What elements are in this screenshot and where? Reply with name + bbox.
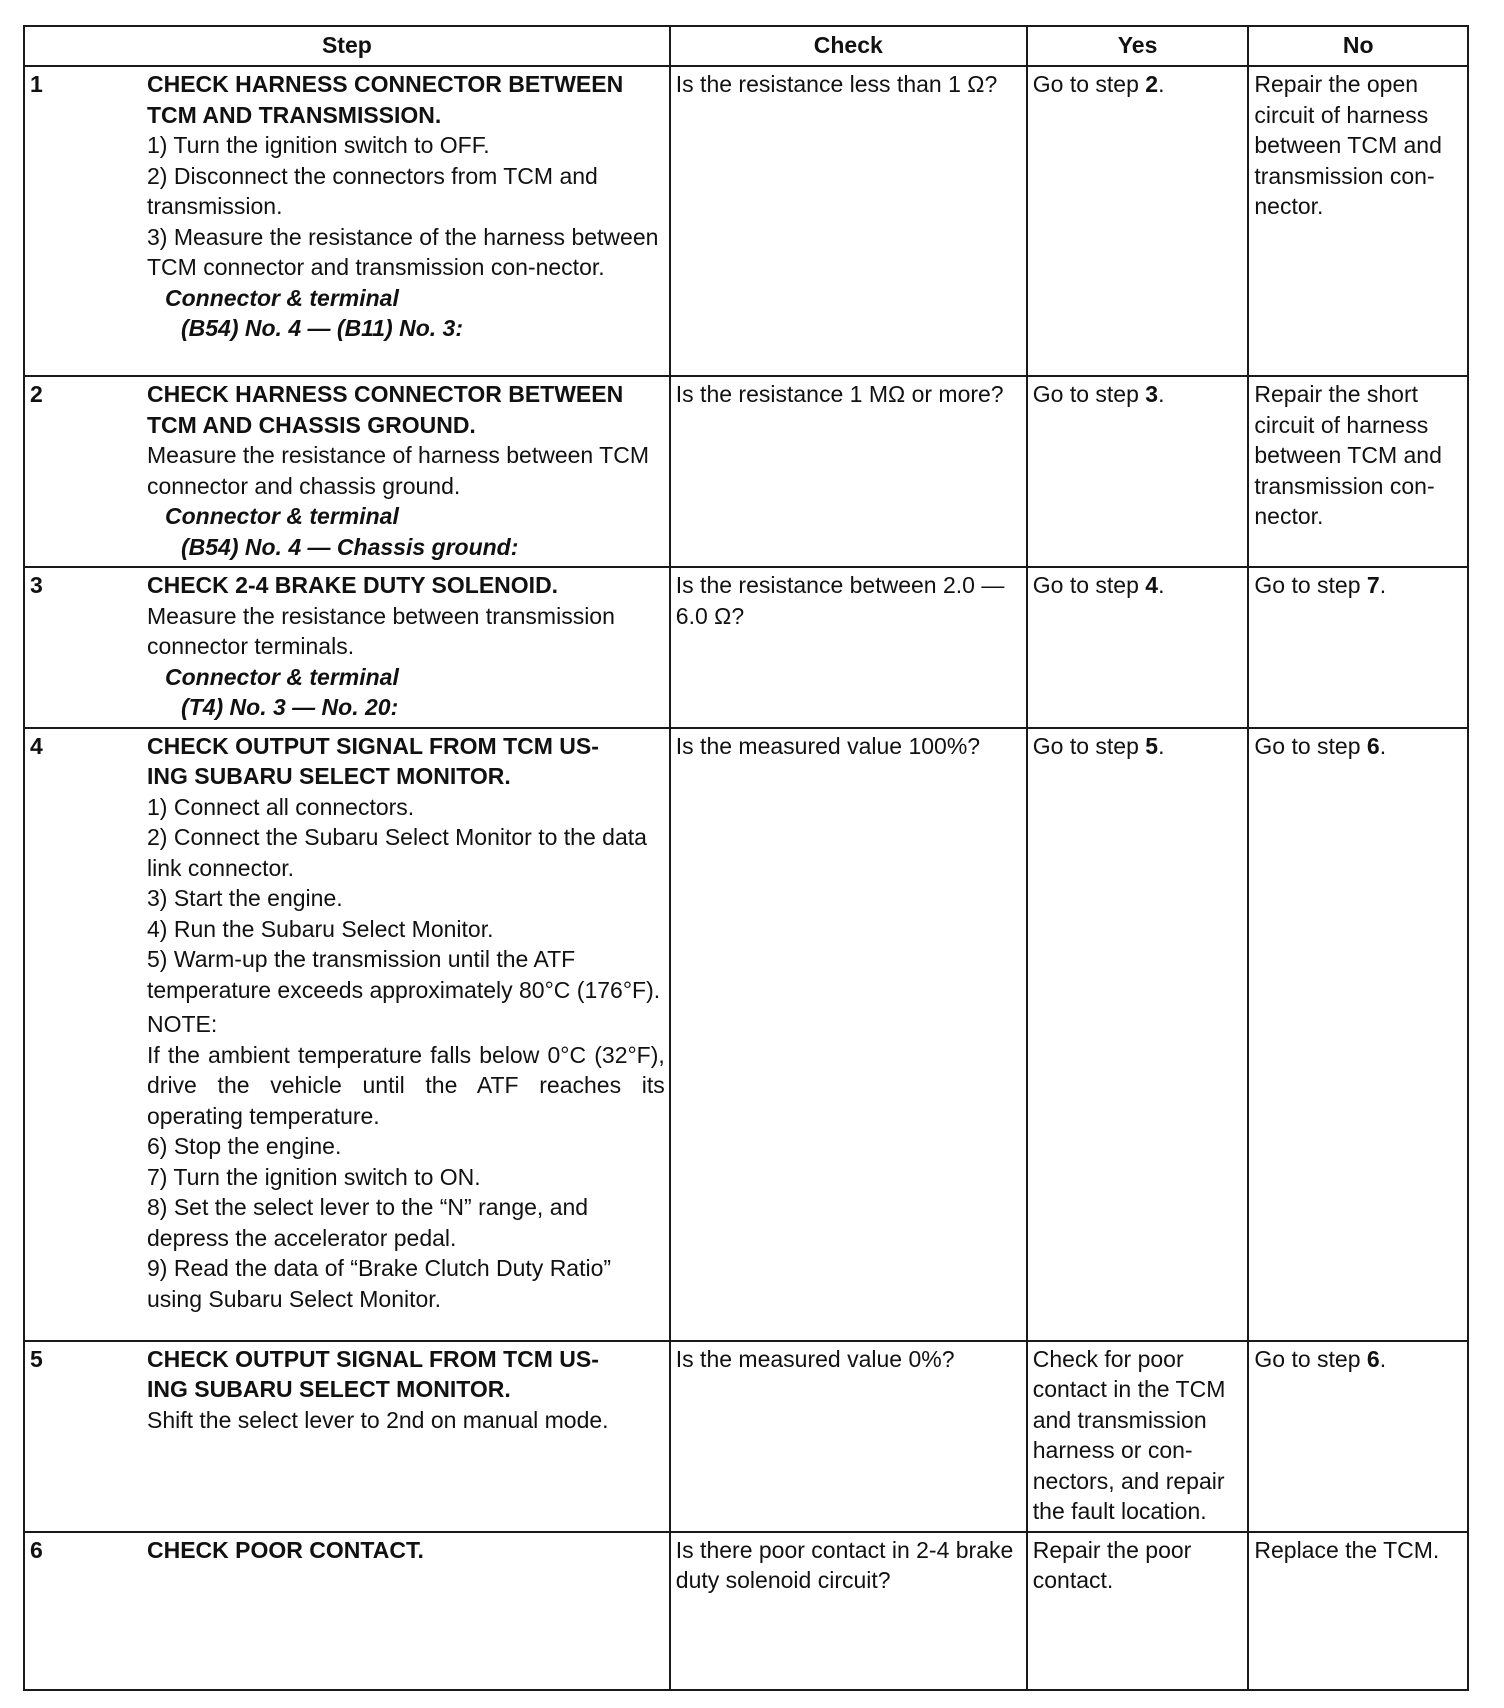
no-cell: Replace the TCM. [1248, 1532, 1468, 1690]
yes-step-number: 4 [1145, 572, 1159, 598]
step-instruction: 7) Turn the ignition switch to ON. [147, 1163, 481, 1190]
table-row [24, 376, 1468, 567]
yes-cell [1027, 567, 1249, 728]
step-title: ING SUBARU SELECT MONITOR. [147, 1376, 511, 1402]
note-text: If the ambient temperature falls below 0°C (32°F), drive the vehicle until the ATF reaches its operating temperature. [147, 1041, 665, 1129]
no-step-number: 7 [1366, 572, 1380, 598]
yes-cell: Repair the poor contact. [1027, 1532, 1249, 1690]
step-instruction: 1) Connect all connectors. [147, 793, 415, 820]
no-suffix: . [1379, 1345, 1387, 1372]
table-row [24, 728, 1468, 1341]
step-instruction: 6) Stop the engine. [147, 1133, 342, 1159]
connector-label: Connector & terminal [165, 284, 399, 311]
table-row [24, 1532, 1468, 1690]
yes-cell [1027, 376, 1249, 567]
step-number: 2 [30, 381, 43, 407]
check-cell: Is the resistance 1 MΩ or more? [670, 376, 1027, 567]
step-title: CHECK HARNESS CONNECTOR BETWEEN [147, 381, 624, 407]
step-cell [24, 728, 670, 1341]
step-body [147, 1535, 665, 1566]
step-instruction: 2) Disconnect the connectors from TCM and transmission. [147, 162, 598, 219]
table-row [24, 567, 1468, 728]
step-body [147, 731, 665, 1315]
note-label: NOTE: [147, 1011, 218, 1037]
connector-terminal: (T4) No. 3 — No. 20: [181, 694, 399, 720]
yes-text: Go to step [1032, 732, 1146, 759]
connector-label: Connector & terminal [165, 503, 399, 529]
step-cell [24, 1532, 670, 1690]
no-step-number: 6 [1366, 732, 1380, 759]
check-cell: Is the measured value 0%? [670, 1341, 1027, 1532]
step-instruction: Measure the resistance between transmission connector terminals. [147, 602, 615, 659]
step-instruction: 4) Run the Subaru Select Monitor. [147, 915, 494, 942]
step-title: ING SUBARU SELECT MONITOR. [147, 763, 511, 789]
yes-cell [1027, 66, 1249, 376]
no-suffix: . [1379, 572, 1387, 598]
step-instruction: Measure the resistance of harness between TCM connector and chassis ground. [147, 442, 649, 499]
header-check: Check [670, 26, 1027, 66]
step-body [147, 379, 665, 562]
yes-cell [1027, 728, 1249, 1341]
no-text: Go to step [1254, 1345, 1367, 1372]
step-number: 4 [30, 732, 43, 759]
yes-step-number: 3 [1145, 381, 1159, 407]
step-cell [24, 66, 670, 376]
step-instruction: 1) Turn the ignition switch to OFF. [147, 132, 490, 158]
step-instruction: 5) Warm-up the transmission until the ATF temperature exceeds approximately 80°C (176°F). [147, 946, 661, 1003]
yes-step-number: 2 [1145, 71, 1159, 97]
no-cell: Repair the short circuit of harness between TCM and transmission con-nector. [1248, 376, 1468, 567]
header-step: Step [24, 26, 670, 66]
no-cell [1248, 728, 1468, 1341]
step-title: TCM AND TRANSMISSION. [147, 101, 442, 128]
yes-suffix: . [1158, 732, 1165, 759]
step-title: CHECK HARNESS CONNECTOR BETWEEN [147, 71, 624, 97]
connector-label: Connector & terminal [165, 663, 399, 690]
step-title: CHECK OUTPUT SIGNAL FROM TCM US- [147, 732, 599, 759]
step-instruction: Shift the select lever to 2nd on manual mode. [147, 1406, 609, 1433]
step-title: CHECK 2-4 BRAKE DUTY SOLENOID. [147, 572, 559, 598]
check-cell: Is the resistance less than 1 Ω? [670, 66, 1027, 376]
yes-cell: Check for poor contact in the TCM and transmission harness or con-nectors, and repair the fault location. [1027, 1341, 1249, 1532]
step-body [147, 570, 665, 723]
step-instruction: 9) Read the data of “Brake Clutch Duty Ratio” using Subaru Select Monitor. [147, 1255, 612, 1312]
yes-step-number: 5 [1145, 732, 1159, 759]
no-cell [1248, 567, 1468, 728]
yes-text: Go to step [1032, 572, 1146, 598]
step-instruction: 3) Start the engine. [147, 885, 343, 911]
step-number: 5 [30, 1345, 43, 1372]
step-number: 3 [30, 572, 43, 598]
table-row [24, 1341, 1468, 1532]
step-title: CHECK OUTPUT SIGNAL FROM TCM US- [147, 1345, 599, 1372]
no-text: Go to step [1254, 732, 1367, 759]
step-instruction: 8) Set the select lever to the “N” range, and depress the accelerator pedal. [147, 1194, 589, 1251]
step-instruction: 2) Connect the Subaru Select Monitor to the data link connector. [147, 824, 647, 881]
header-yes: Yes [1027, 26, 1249, 66]
no-cell [1248, 1341, 1468, 1532]
diagnostic-table [23, 25, 1469, 1691]
header-no: No [1248, 26, 1468, 66]
connector-terminal: (B54) No. 4 — Chassis ground: [181, 533, 519, 560]
step-body [147, 69, 665, 344]
step-number: 6 [30, 1536, 43, 1563]
step-cell [24, 376, 670, 567]
step-title: CHECK POOR CONTACT. [147, 1536, 424, 1563]
no-cell: Repair the open circuit of harness between TCM and transmission con-nector. [1248, 66, 1468, 376]
check-cell: Is the measured value 100%? [670, 728, 1027, 1341]
header-row [24, 26, 1468, 66]
yes-text: Go to step [1032, 381, 1146, 407]
yes-suffix: . [1158, 381, 1165, 407]
connector-terminal: (B54) No. 4 — (B11) No. 3: [181, 315, 463, 341]
yes-text: Go to step [1032, 71, 1146, 97]
yes-suffix: . [1158, 71, 1165, 97]
no-suffix: . [1379, 732, 1387, 759]
step-cell [24, 1341, 670, 1532]
yes-suffix: . [1158, 572, 1165, 598]
step-instruction: 3) Measure the resistance of the harness between TCM connector and transmission con-nector. [147, 223, 659, 280]
table-row [24, 66, 1468, 376]
check-cell: Is the resistance between 2.0 — 6.0 Ω? [670, 567, 1027, 728]
no-step-number: 6 [1366, 1345, 1380, 1372]
no-text: Go to step [1254, 572, 1367, 598]
step-number: 1 [30, 71, 43, 97]
step-title: TCM AND CHASSIS GROUND. [147, 411, 476, 438]
step-cell [24, 567, 670, 728]
step-body [147, 1344, 665, 1436]
check-cell: Is there poor contact in 2-4 brake duty solenoid circuit? [670, 1532, 1027, 1690]
